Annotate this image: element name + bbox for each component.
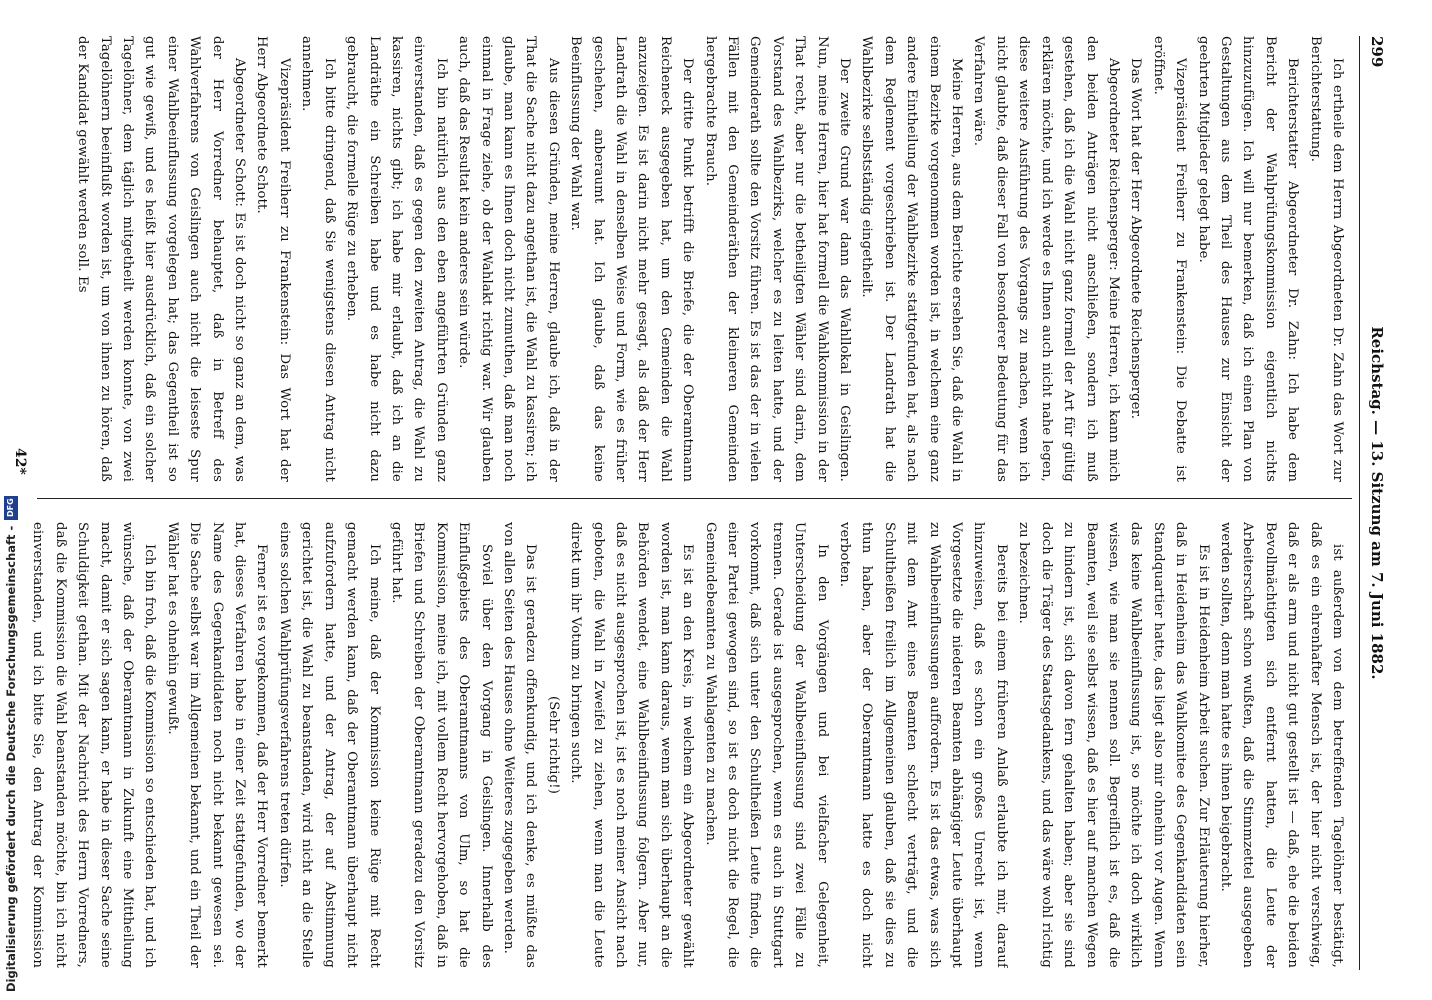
left-column: [28, 36, 1348, 482]
paragraph: Bereits bei einem früheren Anlaß erlaubte ich mir, darauf hinzuweisen, daß es schon ein großes Unrecht ist, wenn Vorgesetzte die niederen Beamten abhängiger Leute überhaupt zu Wahlbeeinflussungen auffordern. Es ist das etwas, was sich mit dem Amt eines Beamten schlecht verträgt, und die Schultheißen freilich im Allgemeinen glauben, daß sie dies zu thun haben, aber der Oberamtmann hatte es doch nicht verboten.: [837, 522, 1009, 968]
paragraph: Vizepräsident Freiherr zu Frankenstein: Das Wort hat der Herr Abgeordnete Schott.: [254, 36, 292, 482]
column-divider: [37, 498, 1352, 499]
header-rule: [1359, 36, 1360, 970]
paragraph: Ferner ist es vorgekommen, daß der Herr Vorredner bemerkt hat, dieses Verfahren habe in einer Zeit stattgefunden, wo der Name des Gegenkandidaten noch nicht bekannt gewesen sei. Die Sache selbst war im Allgemeinen bekannt, und ein Theil der Wähler hat es ohnehin gewußt.: [164, 522, 270, 968]
paragraph: Es ist in Heidenheim Arbeit suchen. Zur Erläuterung hierher, daß in Heidenheim das Wahlkomitee des Gegenkandidaten sein Standquartier hatte, das liegt also mir ohnehin vor Augen. Wenn das keine Wahlbeeinflussung ist, so möchte ich doch wirklich wissen, wie man sie nennen soll. Begreiflich ist es, daß die Beamten, weil sie selbst wissen, daß es hier auf manchen Wegen zu hindern ist, sich davon fern gehalten haben; aber sie sind doch die Träger des Staatsgedankens, und das wäre wohl richtig zu bezeichnen.: [1016, 522, 1211, 968]
interjection: (Sehr richtig!): [545, 695, 561, 795]
paragraph: Abgeordneter Reichensperger: Meine Herren, ich kann mich den beiden Anträgen nicht anschließen, sondern ich muß gestehen, daß ich die Wahl nicht ganz formell der Art für gültig erklären möchte, und ich werde es Ihnen auch nicht nahe legen, diese weitere Ausführung des Vorgangs zu machen, wenn ich nicht glaubte, daß dieser Fall von besonderer Bedeutung für das Verfahren wäre.: [971, 36, 1121, 482]
paragraph: Es ist an den Kreis, in welchem ein Abgeordneter gewählt worden ist, man kann daraus, wenn man sich überhaupt an die Behörden wendet, eine Wahlbeeinflussung folgern. Aber nur, daß es nicht ausgesprochen ist, ist es noch meiner Ansicht nach geboten, die Wahl in Zweifel zu ziehen, wenn man die Leute direkt um ihr Votum zu bringen sucht.: [568, 522, 696, 968]
signature-mark: 42*: [12, 448, 28, 475]
paragraph: Der zweite Grund war dann das Wahllokal in Geislingen. Nun, meine Herren, hier hat formell die Wahlkommission in der That recht, aber nur die betheiligten Wähler sind darin, dem Vorstand des Wahlbezirks, welcher es zu leiten hatte, und der Gemeinderath sollte den Vorsitz führen. Es ist das der in vielen Fällen mit den Gemeinderäthen der kleineren Gemeinden hergebrachte Brauch.: [702, 36, 853, 482]
paragraph: Der dritte Punkt betrifft die Briefe, die der Oberamtmann Reicheneck ausgegeben hat, um den Gemeinden die Wahl anzuzeigen. Es ist darin nicht mehr gesagt, als daß der Herr Landrath die Wahl in denselben Weise und Form, wie es früher geschehen, anberaumt hat. Ich glaube, daß das keine Beeinflussung der Wahl war.: [568, 36, 696, 482]
paragraph: Ich bin natürlich aus den eben angeführten Gründen ganz einverstanden, daß es gegen den zweiten Antrag, die Wahl zu kassiren, nichts gibt; ich habe mir erlaubt, daß ich an die Landräthe ein Schreiben habe und es habe nicht dazu gebraucht, die formelle Rüge zu erheben.: [344, 36, 449, 482]
rotated-page-content: [0, 18, 1400, 988]
paragraph: Soviel über den Vorgang in Geislingen. Innerhalb des Einflußgebiets des Oberamtmanns von Ulm, so hat die Kommission, meine ich, mit vollem Recht hervorgehoben, daß in Briefen und Schreiben der Oberamtmann geradezu den Vorsitz geführt hat.: [388, 522, 494, 968]
credit-text: Digitalisierung gefördert durch die Deutsche Forschungsgemeinschaft -: [4, 525, 18, 992]
paragraph: Vizepräsident Freiherr zu Frankenstein: Die Debatte ist eröffnet.: [1150, 36, 1189, 482]
paragraph: Das Wort hat der Herr Abgeordnete Reichensperger.: [1128, 58, 1144, 420]
paragraph: In den Vorgängen und bei vielfacher Gelegenheit, Unterscheidung der Wahlbeeinflussung sind zwei Fälle zu trennen. Gerade ist ausgesprochen, wenn es auch in Stuttgart vorkommt, daß sich unter den Schultheißen Leute finden, die einer Partei gewogen sind, so ist es doch nicht die Regel, die Gemeindebeamten zu Wahlagenten zu machen.: [702, 522, 830, 968]
paragraph: ist außerdem von dem betreffenden Tagelöhner bestätigt, daß es ein ehrenhafter Mensch ist, der hier nicht verschwieg, daß er als arm und nicht gut gestellt ist — daß, ehe die beiden Bevollmächtigten sich entfernt hatten, die Leute der Arbeiterschaft schon wußten, daß die Stimmzettel ausgegeben werden sollten, denn man hatte es ihnen beigebracht.: [1217, 522, 1345, 968]
paragraph: Ich meine, daß der Kommission keine Rüge mit Recht gemacht werden kann, daß der Oberamtmann überhaupt nicht aufzufordern hatte, und der Antrag, der auf Abstimmung gerichtet ist, die Wahl zu beanstanden, wird nicht an die Stelle eines solchen Wahlprüfungsverfahrens treten dürfen.: [276, 522, 382, 968]
dfg-logo-icon: DFG: [4, 496, 18, 520]
paragraph: Berichterstatter Abgeordneter Dr. Zahn: Ich habe dem Bericht der Wahlprüfungskommission eigentlich nichts hinzuzufügen. Ich will nur bemerken, daß ich einen Plan von Gestaltungen aus dem Theil des Hauses zur Einsicht der geehrten Mitglieder gelegt habe.: [1195, 36, 1301, 482]
paragraph: Abgeordneter Schott: Es ist doch nicht so ganz an dem, was der Herr Vorredner behauptet, daß in Betreff des Wahlverfahrens von Geislingen auch nicht die leiseste Spur einer Wahlbeeinflussung vorgelegen hat; das Gegentheil ist so gut wie gewiß, und es heißt hier ausdrücklich, daß ein solcher Tagelöhner, dem täglich mitgetheilt werden konnte, von zwei Tagelöhnern beeinflußt worden ist, um von ihnen zu hören, daß der Kandidat gewählt werden soll. Es: [75, 36, 248, 482]
right-column: [28, 522, 1348, 968]
paragraph: Aus diesen Gründen, meine Herren, glaube ich, daß in der That die Sache nicht dazu angethan ist, die Wahl zu kassiren; ich glaube, man kann es Ihnen doch nicht zumuthen, daß man noch einmal in Frage ziehe, ob der Wahlakt richtig war. Wir glauben auch, daß das Resultat kein anderes sein würde.: [456, 36, 561, 482]
paragraph: Ich bitte dringend, daß Sie wenigstens diesen Antrag nicht annehmen.: [299, 36, 337, 482]
paragraph: Das ist geradezu offenkundig, und ich denke, es müßte das von allen Seiten des Hauses ohne Weiteres zugegeben werden.: [500, 522, 539, 968]
header-title: Reichstag. — 13. Sitzung am 7. Juni 1882.: [1368, 326, 1386, 680]
running-header: [1360, 36, 1386, 970]
paragraph: Ich ertheile dem Herrn Abgeordneten Dr. Zahn das Wort zur Berichterstattung.: [1307, 36, 1345, 482]
dfg-credit-strip: [0, 0, 22, 1000]
paragraph: Meine Herren, aus dem Berichte ersehen Sie, daß die Wahl in einem Bezirke vorgenommen worden ist, in welchem eine ganz andere Eintheilung der Wahlbezirke stattgefunden hat, als nach dem Reglement vorgeschrieben ist. Der Landrath hat die Wahlbezirke selbstständig eingetheilt.: [859, 36, 965, 482]
page-number: 299: [1368, 36, 1386, 68]
paragraph: Ich bin froh, daß die Kommission so entschieden hat, und ich wünsche, daß der Oberamtmann in Zukunft eine Mittheilung macht, damit er sich sagen kann, er habe in dieser Sache seine Schuldigkeit gethan. Mit der Nachricht des Herrn Vorredners, daß die Kommission die Wahl beanstanden möchte, bin ich nicht einverstanden, und ich bitte Sie, den Antrag der Kommission: [30, 522, 158, 968]
